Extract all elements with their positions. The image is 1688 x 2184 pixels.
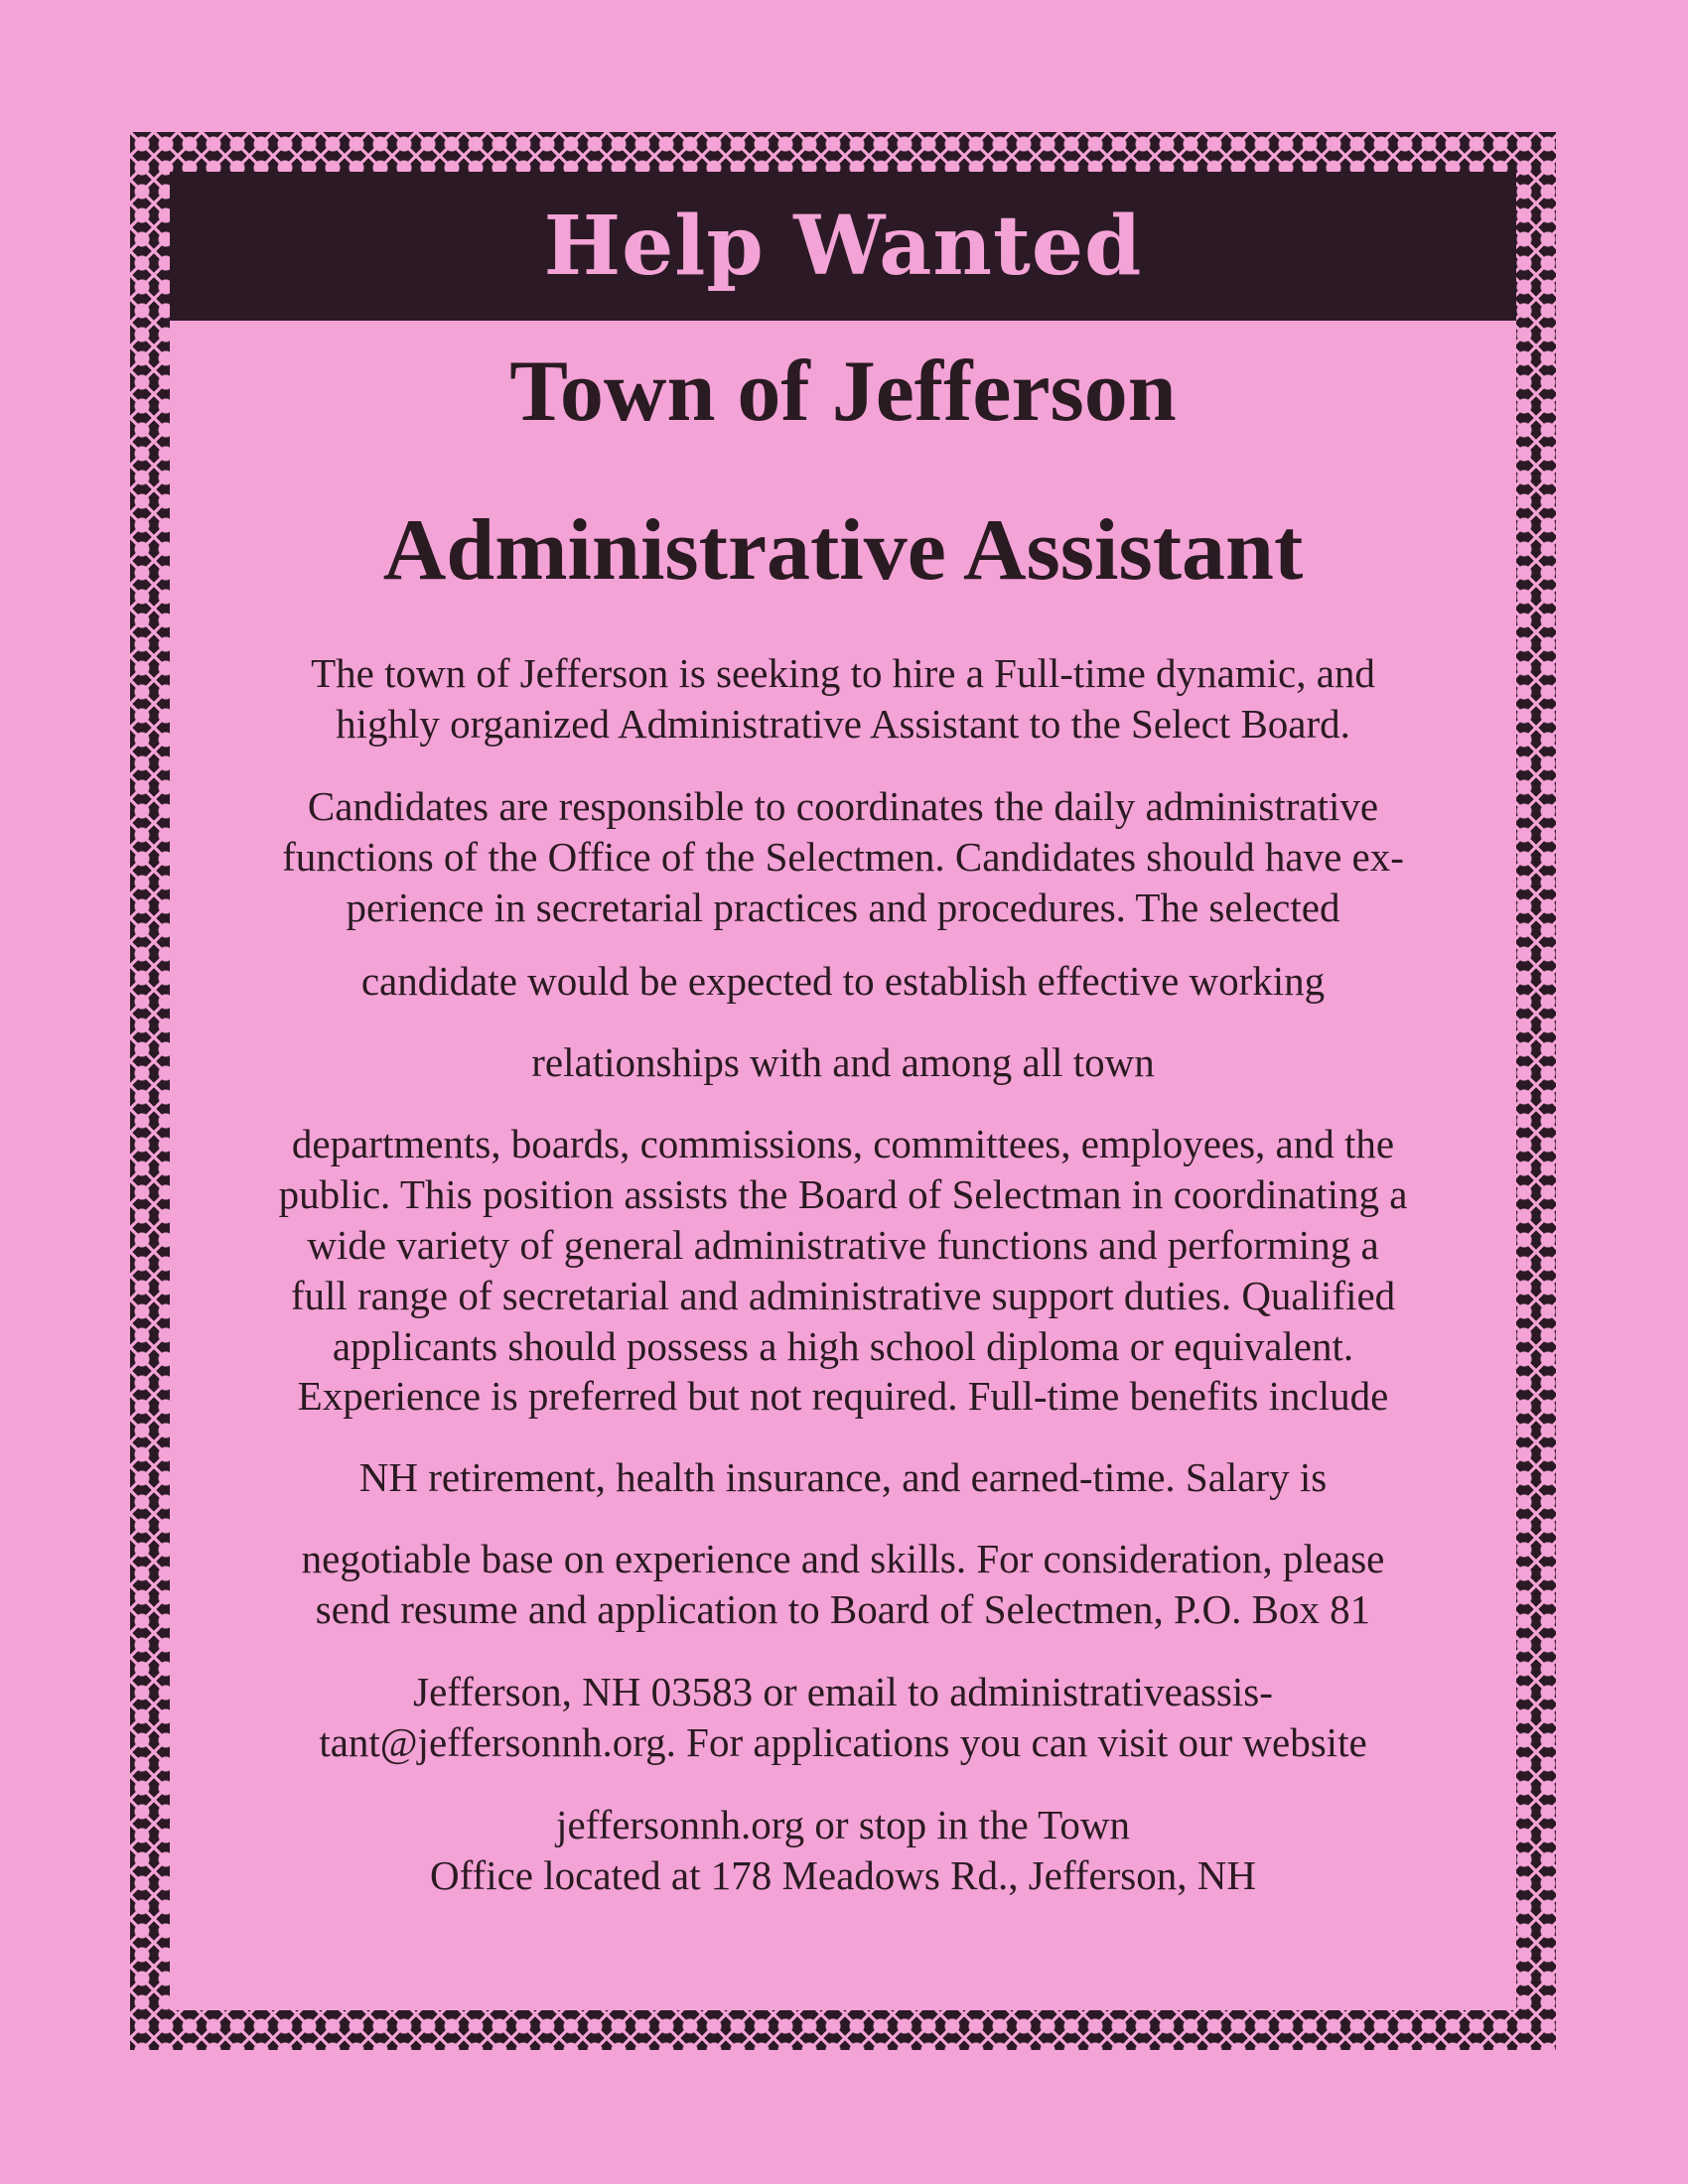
text-line: relationships with and among all town [531, 1039, 1155, 1085]
position-heading: Administrative Assistant [382, 502, 1304, 599]
text-line: send resume and application to Board of Selectmen, P.O. Box 81 [315, 1586, 1371, 1632]
paragraph-location [170, 1800, 1516, 1901]
paragraph-intro [170, 648, 1516, 750]
flyer-content [170, 172, 1516, 2010]
banner-title: Help Wanted [543, 199, 1143, 294]
text-line: jeffersonnh.org or stop in the Town [556, 1802, 1130, 1847]
paragraph-application [170, 1534, 1516, 1635]
text-line: applicants should possess a high school diploma or equivalent. [332, 1323, 1354, 1369]
help-wanted-banner [170, 172, 1516, 321]
paragraph-experience [170, 1371, 1516, 1422]
text-line: candidate would be expected to establish effective working [360, 958, 1326, 1004]
text-line: perience in secretarial practices and procedures. The selected [346, 885, 1340, 930]
text-line: Jefferson, NH 03583 or email to administrativeassis- [413, 1669, 1273, 1714]
text-line: Experience is preferred but not required. Full-time benefits include [297, 1373, 1389, 1419]
text-line: negotiable base on experience and skills. For consideration, please [301, 1536, 1385, 1581]
text-line: full range of secretarial and administrative support duties. Qualified [290, 1273, 1396, 1318]
text-line: highly organized Administrative Assistant to the Select Board. [336, 701, 1350, 747]
decorative-border [130, 132, 1556, 2050]
paragraph-duties [170, 1119, 1516, 1372]
paragraph-benefits [170, 1452, 1516, 1503]
text-line: NH retirement, health insurance, and earned-time. Salary is [358, 1454, 1328, 1500]
text-line: public. This position assists the Board of Selectman in coordinating a [278, 1171, 1408, 1217]
text-line: wide variety of general administrative functions and performing a [307, 1222, 1379, 1268]
text-line: The town of Jefferson is seeking to hire a Full-time dynamic, and [311, 650, 1375, 696]
text-line: tant@jeffersonnh.org. For applications you can visit our website [319, 1719, 1367, 1765]
text-line: functions of the Office of the Selectmen. Candidates should have ex- [282, 834, 1404, 880]
text-line: Office located at 178 Meadows Rd., Jefferson, NH [430, 1852, 1256, 1898]
paragraph-relationships [170, 1037, 1516, 1088]
text-line: departments, boards, commissions, committees, employees, and the [291, 1121, 1395, 1166]
text-line: Candidates are responsible to coordinates the daily administrative [307, 783, 1379, 829]
paragraph-responsibilities [170, 781, 1516, 933]
town-heading: Town of Jefferson [509, 343, 1177, 440]
paragraph-contact [170, 1667, 1516, 1768]
paragraph-candidate [170, 956, 1516, 1007]
